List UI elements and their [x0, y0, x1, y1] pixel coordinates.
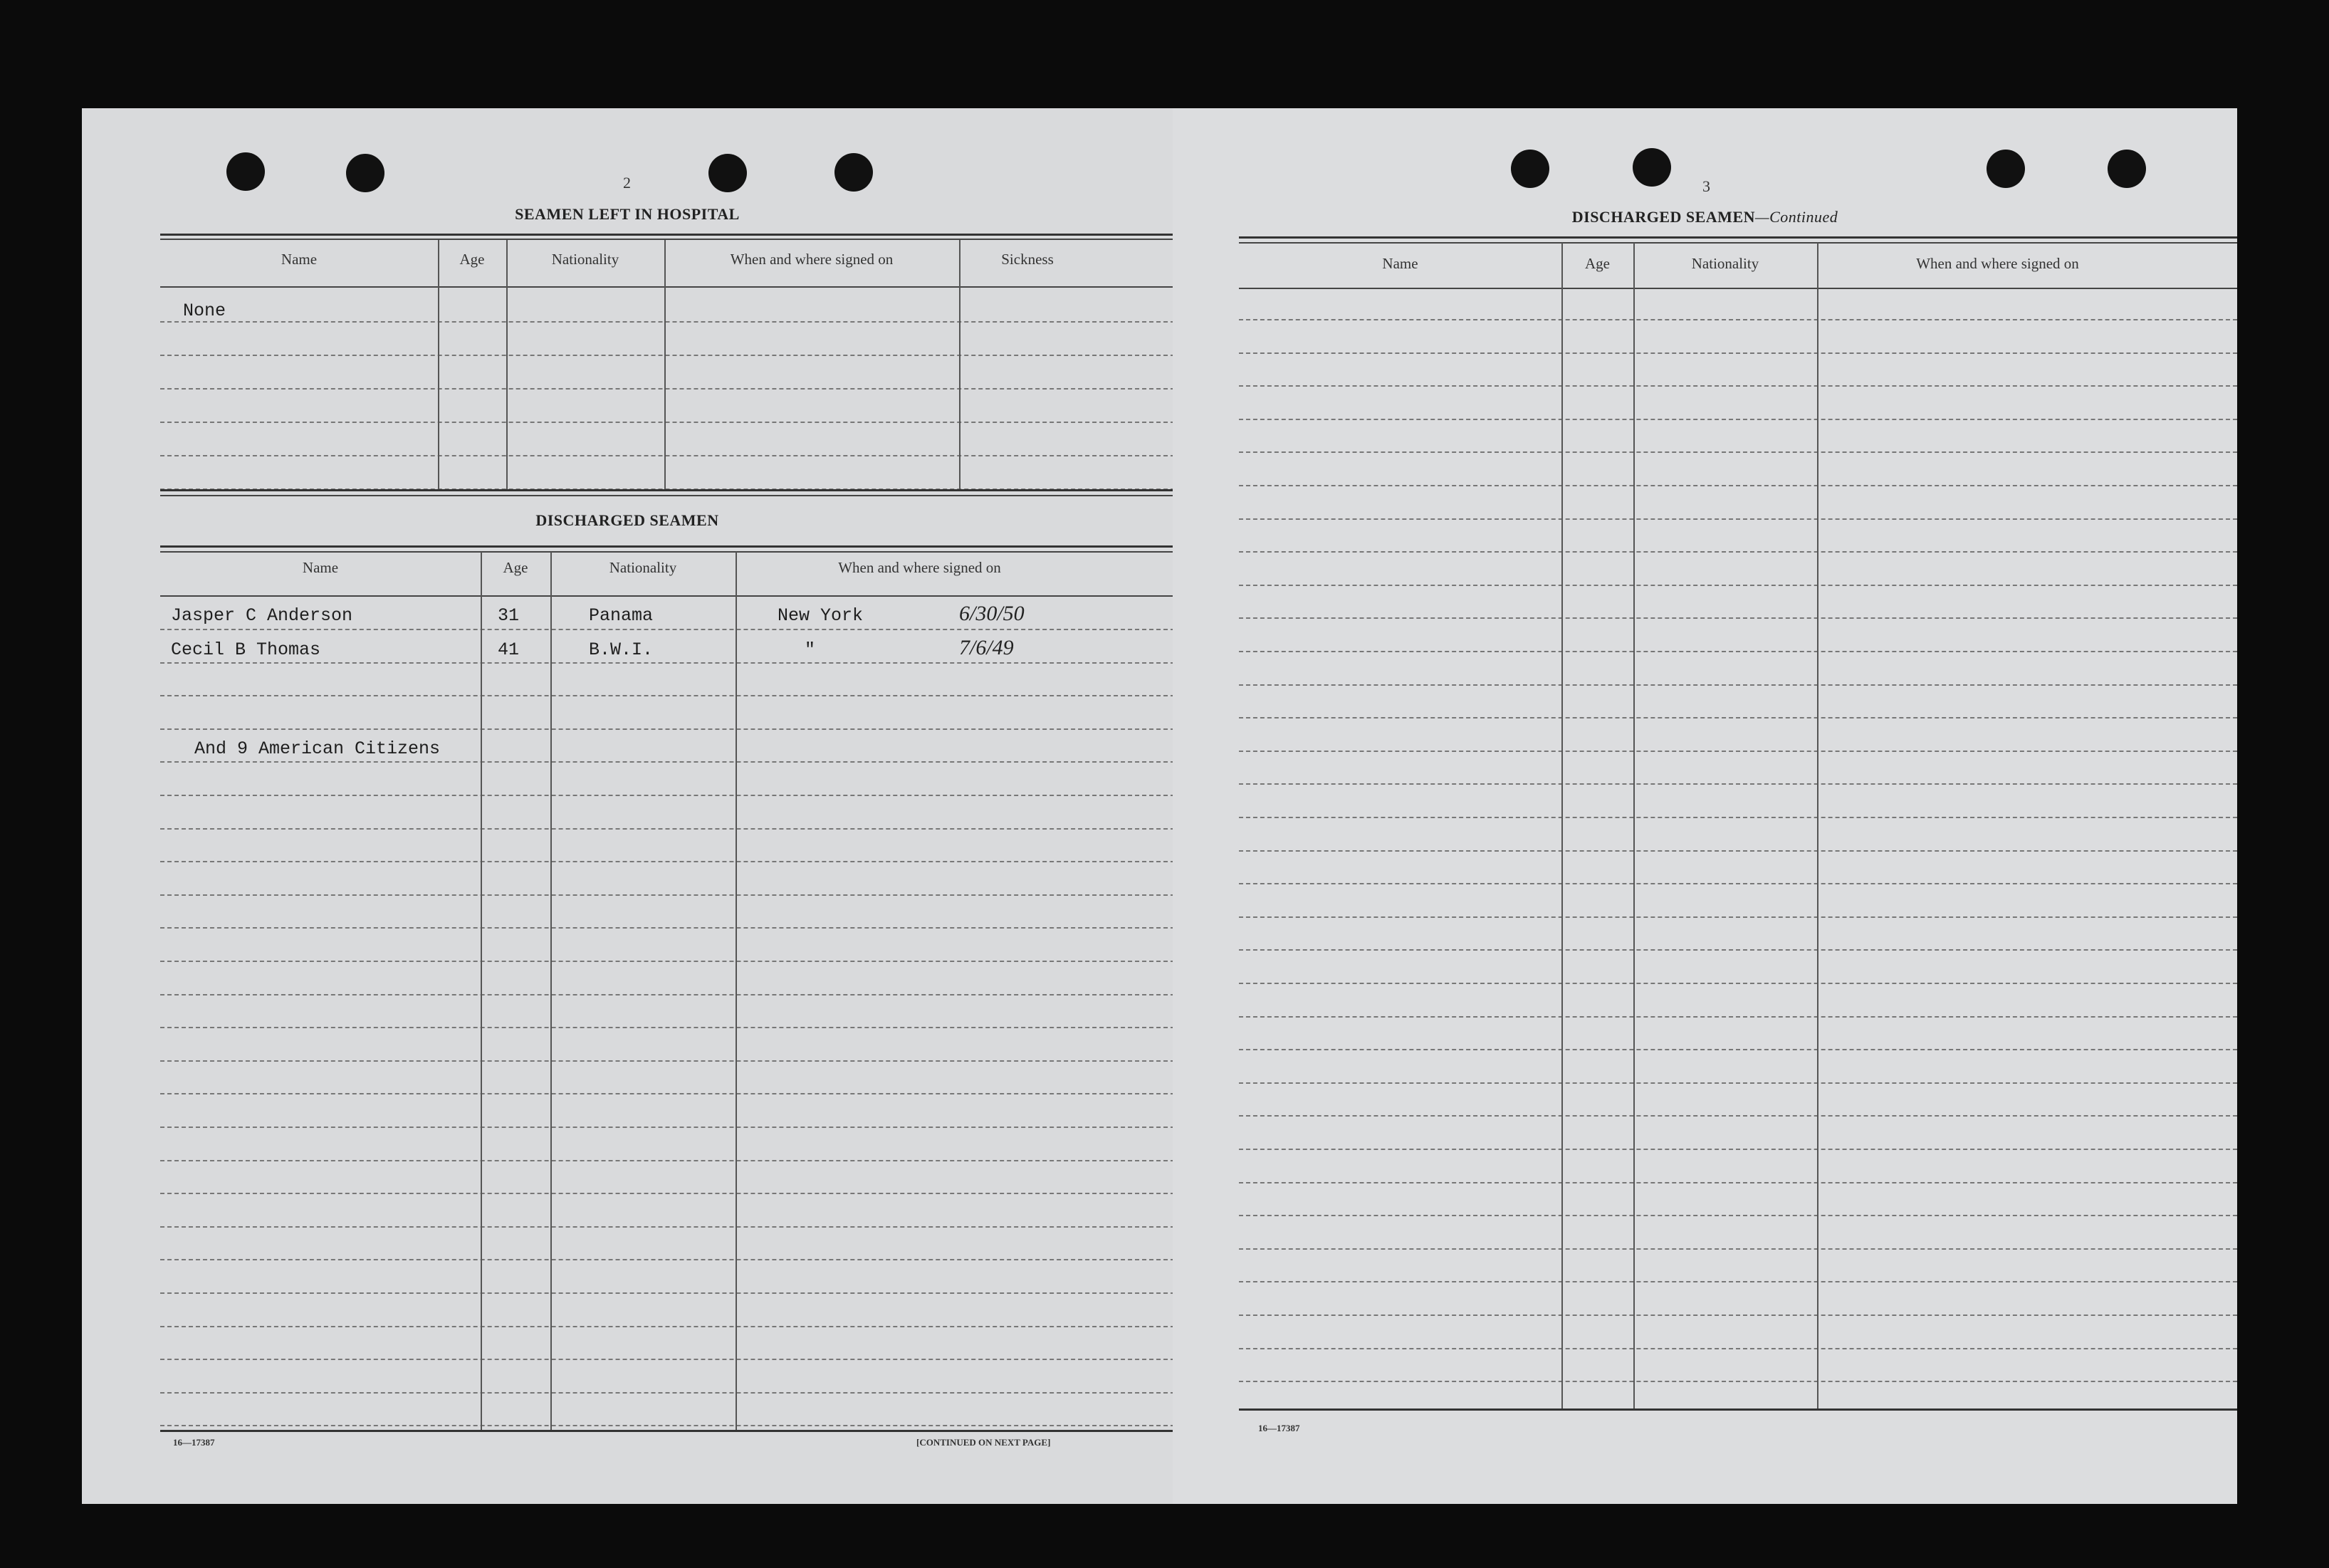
punch-hole [2108, 150, 2146, 188]
punch-hole [834, 153, 873, 192]
ruled-line [160, 894, 1173, 896]
ruled-line [160, 1359, 1173, 1360]
discharged-section-title: DISCHARGED SEAMEN [535, 511, 719, 529]
ruled-line [160, 1425, 1173, 1426]
ruled-line [160, 662, 1173, 664]
ruled-line [1239, 485, 2237, 486]
ruled-line [160, 1326, 1173, 1327]
signed-on-place: New York [778, 605, 864, 626]
ruled-line [1239, 1281, 2237, 1282]
seaman-age: 31 [498, 605, 520, 626]
ruled-line [160, 761, 1173, 763]
ruled-line [1239, 717, 2237, 718]
ruled-line [1239, 385, 2237, 387]
punch-hole [1987, 150, 2025, 188]
ruled-line [1239, 419, 2237, 420]
seaman-nationality: Panama [589, 605, 654, 626]
ruled-line [1239, 751, 2237, 752]
punch-hole [1511, 150, 1549, 188]
ruled-line [160, 1060, 1173, 1062]
page-number: 2 [623, 174, 631, 192]
continued-note: [CONTINUED ON NEXT PAGE] [916, 1437, 1051, 1448]
ruled-line [1239, 1115, 2237, 1117]
citizens-note: And 9 American Citizens [194, 738, 441, 759]
seaman-nationality: B.W.I. [589, 639, 654, 660]
ruled-line [1239, 883, 2237, 884]
ruled-line [160, 795, 1173, 796]
punch-hole [346, 154, 384, 192]
ruled-line [1239, 617, 2237, 619]
column-header-signed-on: When and where signed on [838, 559, 1001, 576]
ruled-line [1239, 1049, 2237, 1050]
signed-on-place: " [805, 639, 816, 660]
ruled-line [1239, 949, 2237, 951]
left-page [82, 108, 1173, 1504]
ruled-line [1239, 817, 2237, 818]
ruled-line [160, 1259, 1173, 1260]
column-header-nationality: Nationality [609, 559, 677, 576]
ruled-line [1239, 319, 2237, 320]
column-header-age: Age [1585, 255, 1610, 272]
ruled-line [160, 695, 1173, 696]
punch-hole [708, 154, 747, 192]
ruled-line [1239, 783, 2237, 785]
form-number: 16—17387 [1258, 1423, 1300, 1433]
hospital-section-title: SEAMEN LEFT IN HOSPITAL [515, 205, 740, 223]
section-title-main: DISCHARGED SEAMEN [1571, 208, 1756, 226]
ruled-line [160, 1226, 1173, 1228]
ruled-line [1239, 1182, 2237, 1183]
ruled-line [160, 1093, 1173, 1094]
ruled-line [160, 1292, 1173, 1294]
ruled-line [160, 629, 1173, 630]
ruled-line [1239, 551, 2237, 553]
ruled-line [1239, 1082, 2237, 1084]
column-header-signed-on: When and where signed on [730, 251, 894, 268]
ruled-line [160, 828, 1173, 830]
continued-section-title [1173, 208, 2237, 226]
ruled-line [1239, 518, 2237, 520]
column-header-age: Age [459, 251, 485, 268]
ruled-line [160, 728, 1173, 730]
punch-hole [1633, 148, 1671, 187]
ruled-line [160, 1392, 1173, 1394]
ruled-line [1239, 916, 2237, 918]
hospital-entry: None [183, 300, 226, 321]
ruled-line [1239, 1314, 2237, 1316]
ruled-line [1239, 983, 2237, 984]
column-header-nationality: Nationality [1691, 255, 1759, 272]
signed-on-date: 7/6/49 [959, 636, 1014, 659]
ruled-line [160, 994, 1173, 995]
ruled-line [160, 927, 1173, 929]
seaman-name: Cecil B Thomas [171, 639, 321, 660]
column-header-signed-on: When and where signed on [1916, 255, 2079, 272]
ruled-line [1239, 850, 2237, 852]
column-header-name: Name [1382, 255, 1418, 272]
column-header-nationality: Nationality [551, 251, 619, 268]
column-header-name: Name [281, 251, 318, 268]
ruled-line [1239, 1016, 2237, 1018]
ruled-line [1239, 1149, 2237, 1150]
seaman-age: 41 [498, 639, 520, 660]
ruled-line [160, 1027, 1173, 1028]
ruled-line [160, 961, 1173, 962]
ruled-line [1239, 1348, 2237, 1349]
ruled-line [160, 861, 1173, 862]
ruled-line [1239, 1381, 2237, 1382]
column-header-name: Name [302, 559, 339, 576]
ruled-line [160, 1160, 1173, 1161]
ruled-line [1239, 684, 2237, 686]
page-number: 3 [1702, 177, 1710, 195]
section-title-suffix: —Continued [1755, 208, 1838, 226]
form-number: 16—17387 [173, 1437, 215, 1448]
ruled-line [1239, 585, 2237, 586]
ruled-line [1239, 352, 2237, 354]
ruled-line [1239, 1248, 2237, 1250]
ruled-line [1239, 651, 2237, 652]
column-header-age: Age [503, 559, 528, 576]
right-page [1173, 108, 2237, 1504]
column-header-sickness: Sickness [1001, 251, 1054, 268]
signed-on-date: 6/30/50 [959, 602, 1025, 625]
seaman-name: Jasper C Anderson [171, 605, 353, 626]
punch-hole [226, 152, 265, 191]
ruled-line [1239, 1215, 2237, 1216]
ruled-line [160, 1193, 1173, 1194]
ruled-line [160, 1127, 1173, 1128]
ruled-line [1239, 451, 2237, 453]
